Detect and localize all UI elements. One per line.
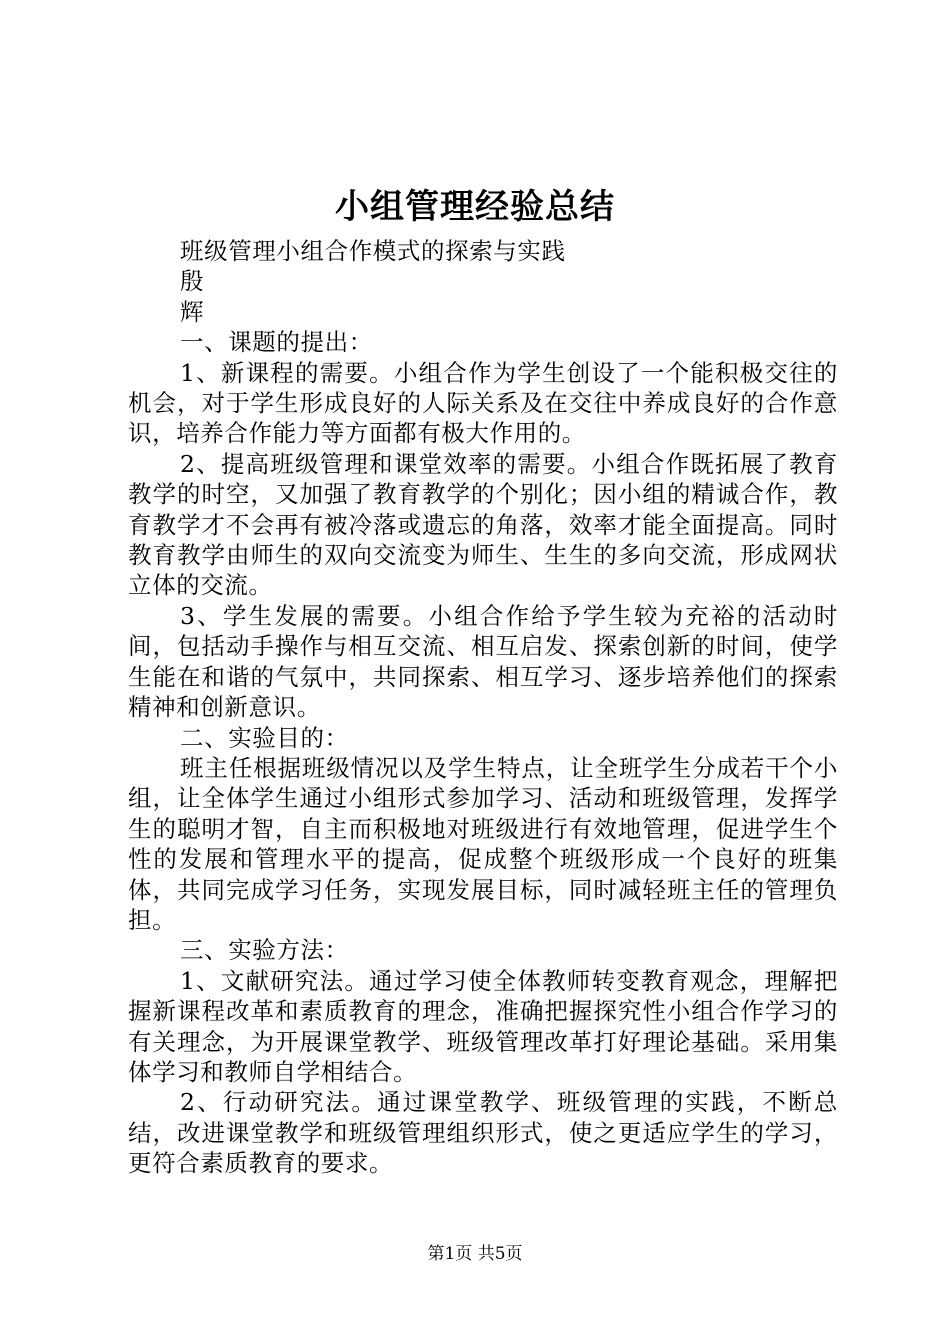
section-heading: 二、实验目的： (180, 723, 349, 752)
body-paragraph: 3、学生发展的需要。小组合作给予学生较为充裕的活动时间，包括动手操作与相互交流、相互启发、探索创新的时间，使学生能在和谐的气氛中，共同探索、相互学习、逐步培养他们的探索精神和创新意识。 (128, 601, 838, 722)
body-paragraph: 2、提高班级管理和课堂效率的需要。小组合作既拓展了教育教学的时空，又加强了教育教学的个别化；因小组的精诚合作，教育教学才不会再有被冷落或遗忘的角落，效率才能全面提高。同时教育教学由师生的双向交流变为师生、生生的多向交流，形成网状立体的交流。 (128, 449, 838, 600)
document-title: 小组管理经验总结 (335, 187, 615, 227)
document-body (128, 236, 838, 1179)
section-heading: 三、实验方法： (180, 936, 349, 965)
body-paragraph: 2、行动研究法。通过课堂教学、班级管理的实践，不断总结，改进课堂教学和班级管理组织形式，使之更适应学生的学习，更符合素质教育的要求。 (128, 1088, 838, 1178)
author-surname: 殷 (180, 267, 205, 296)
page-indicator: 第1页 共5页 (427, 1244, 523, 1264)
body-paragraph: 班主任根据班级情况以及学生特点，让全班学生分成若干个小组，让全体学生通过小组形式参加学习、活动和班级管理，发挥学生的聪明才智，自主而积极地对班级进行有效地管理，促进学生个性的发展和管理水平的提高，促成整个班级形成一个良好的班集体，共同完成学习任务，实现发展目标，同时减轻班主任的管理负担。 (128, 753, 838, 934)
subtitle-paragraph: 班级管理小组合作模式的探索与实践 (180, 237, 566, 265)
section-heading: 一、课题的提出： (180, 328, 373, 357)
body-paragraph: 1、文献研究法。通过学习使全体教师转变教育观念，理解把握新课程改革和素质教育的理念，准确把握探究性小组合作学习的有关理念，为开展课堂教学、班级管理改革打好理论基础。采用集体学习和教师自学相结合。 (128, 966, 838, 1086)
body-paragraph: 1、新课程的需要。小组合作为学生创设了一个能积极交往的机会，对于学生形成良好的人际关系及在交往中养成良好的合作意识，培养合作能力等方面都有极大作用的。 (128, 358, 838, 448)
author-given-name: 辉 (180, 297, 205, 326)
